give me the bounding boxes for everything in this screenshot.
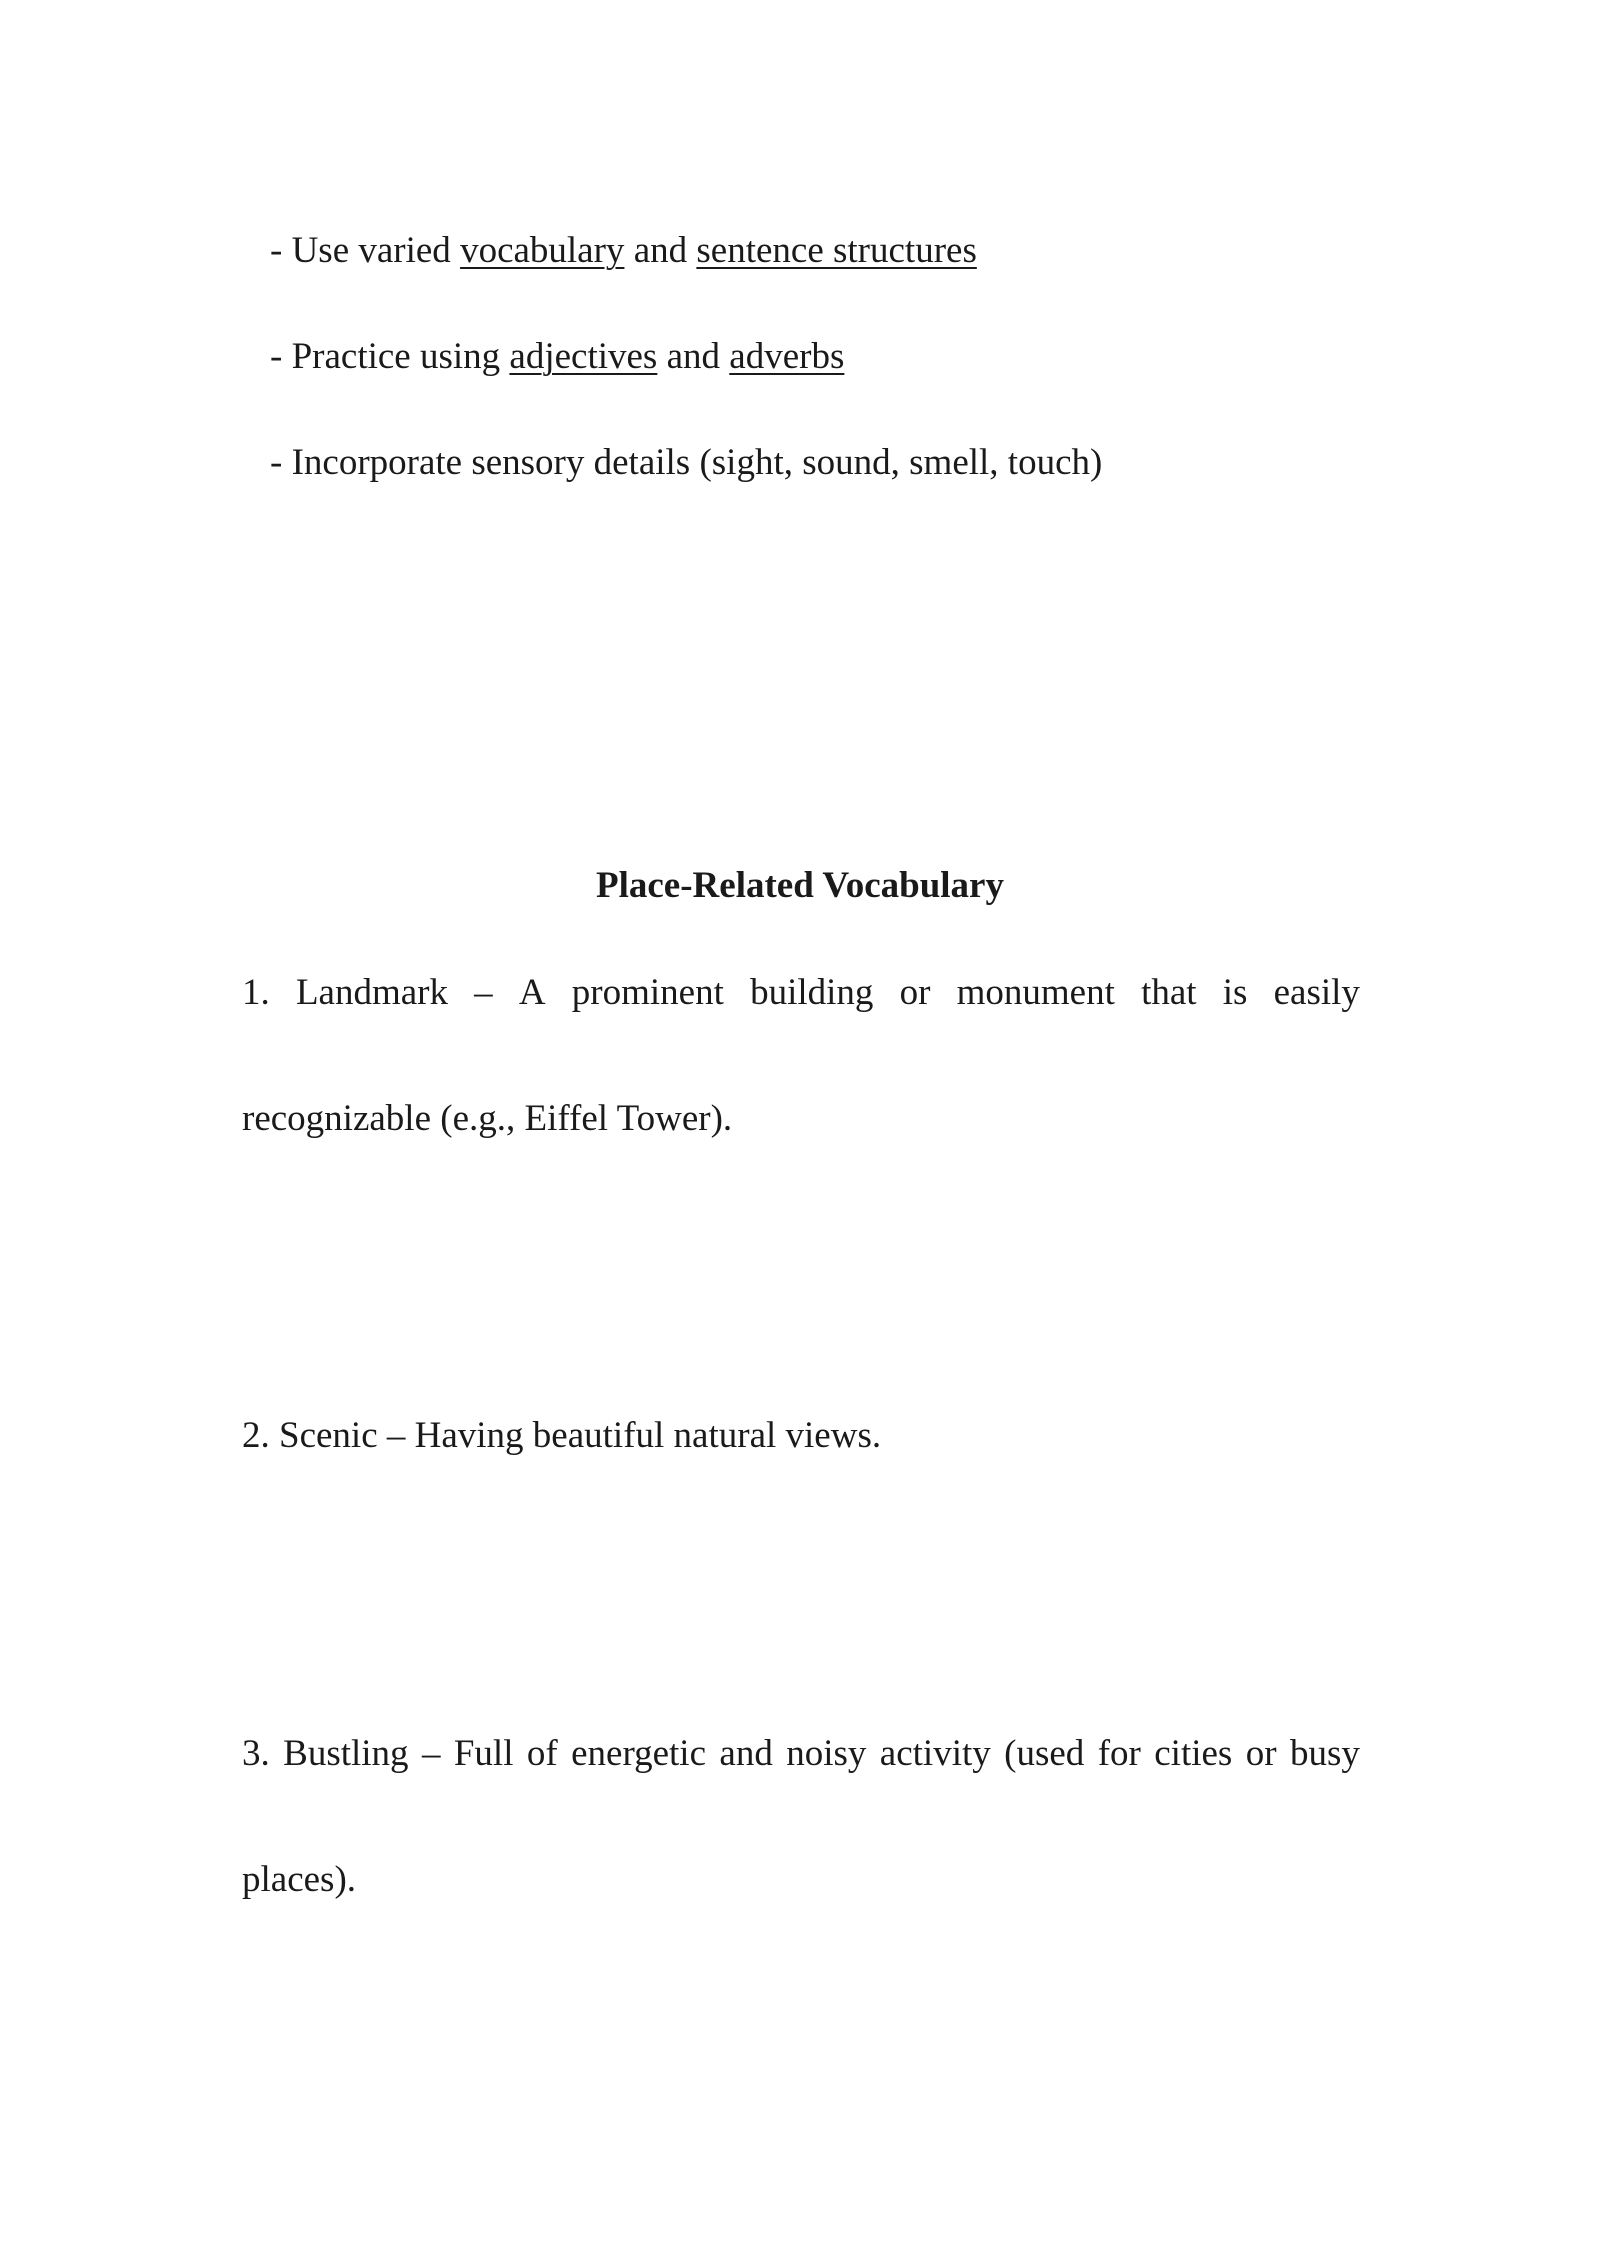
vocab-word: of xyxy=(526,1733,558,1774)
underlined-term: adverbs xyxy=(729,336,845,377)
vocab-word: 1. xyxy=(242,972,270,1013)
vocab-line: 2. Scenic – Having beautiful natural views. xyxy=(242,1415,882,1456)
vocab-word: – xyxy=(474,972,493,1013)
section-title: Place-Related Vocabulary xyxy=(596,865,1004,906)
vocab-item xyxy=(242,1414,1360,1458)
vocab-word: – xyxy=(421,1733,441,1774)
vocab-line: recognizable (e.g., Eiffel Tower). xyxy=(242,1098,733,1139)
objective-item xyxy=(270,229,977,273)
vocab-item xyxy=(242,971,1360,1141)
vocab-item xyxy=(242,1732,1360,1902)
vocab-word: Bustling xyxy=(283,1733,409,1774)
vocab-line: places). xyxy=(242,1859,357,1900)
vocab-word: for xyxy=(1097,1733,1141,1774)
objective-text: and xyxy=(624,230,697,271)
vocab-word: building xyxy=(750,972,874,1013)
vocab-word: or xyxy=(1245,1733,1277,1774)
vocab-line xyxy=(242,971,1360,1015)
vocab-word: Full xyxy=(453,1733,514,1774)
vocab-word: and xyxy=(719,1733,773,1774)
objective-text: - Use varied xyxy=(270,230,461,271)
vocab-word: cities xyxy=(1154,1733,1233,1774)
vocab-word: monument xyxy=(956,972,1115,1013)
vocab-word: easily xyxy=(1273,972,1360,1013)
vocab-word: or xyxy=(899,972,931,1013)
vocab-word: busy xyxy=(1289,1733,1360,1774)
vocab-line xyxy=(242,1732,1360,1776)
objective-item: - Incorporate sensory details (sight, sound, smell, touch) xyxy=(270,442,1103,483)
objective-text: - Practice using xyxy=(270,336,510,377)
underlined-term: adjectives xyxy=(509,336,658,377)
underlined-term: vocabulary xyxy=(460,230,625,271)
vocab-word: 3. xyxy=(242,1733,270,1774)
vocab-word: is xyxy=(1222,972,1248,1013)
vocab-word: prominent xyxy=(571,972,724,1013)
vocab-word: (used xyxy=(1004,1733,1085,1774)
objective-text: and xyxy=(657,336,730,377)
underlined-term: sentence structures xyxy=(696,230,977,271)
vocab-word: noisy xyxy=(786,1733,867,1774)
vocab-word: energetic xyxy=(571,1733,706,1774)
vocab-word: Landmark xyxy=(295,972,448,1013)
vocab-word: activity xyxy=(879,1733,991,1774)
vocab-word: that xyxy=(1141,972,1197,1013)
objective-item xyxy=(270,335,844,379)
vocab-word: A xyxy=(518,972,546,1013)
